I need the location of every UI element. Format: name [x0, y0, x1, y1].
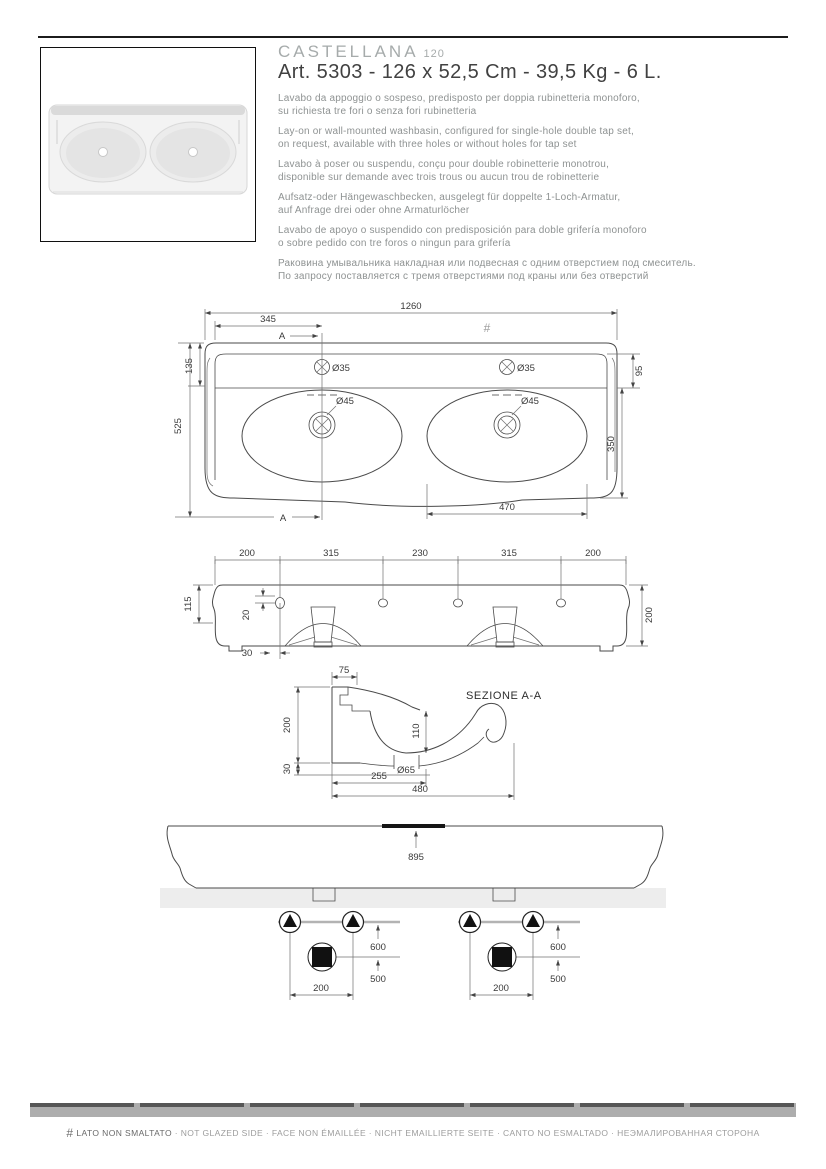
dim-base-height: 30	[282, 763, 293, 775]
plan-view-drawing	[170, 296, 650, 541]
dim-section-top: 75	[338, 665, 350, 676]
description-de: Aufsatz-oder Hängewaschbecken, ausgelegt für doppelte 1-Loch-Armatur, auf Anfrage drei oder ohne Armaturlöcher	[278, 192, 621, 216]
mounting-diagram	[255, 903, 605, 1013]
section-letter-top: A	[278, 331, 286, 342]
dim-rear-1: 200	[239, 548, 255, 559]
dim-lower-height-left: 500	[370, 974, 386, 985]
description-ru: Раковина умывальника накладная или подвесная с одним отверстием под смеситель. По запросу поставляется с тремя отверстиями под краны или без отверстий	[278, 258, 696, 282]
footer-bar-segments	[30, 1103, 796, 1107]
dim-spacing-right: 200	[493, 983, 509, 994]
header-divider	[38, 36, 788, 38]
dim-drain-left: Ø45	[336, 396, 354, 407]
footer-bar	[30, 1103, 796, 1117]
series-name	[278, 42, 445, 62]
rear-view-drawing	[185, 545, 655, 665]
footer-note-primary: LATO NON SMALTATO	[76, 1128, 172, 1138]
dim-upper-height-right: 600	[550, 942, 566, 953]
dim-body-height: 200	[644, 607, 655, 623]
dim-tap-hole-right: Ø35	[517, 363, 535, 374]
description-en: Lay-on or wall-mounted washbasin, configured for single-hole double tap set, on request, available with three holes or without holes for tap set	[278, 126, 634, 150]
footer-hash-symbol: #	[66, 1126, 74, 1140]
drain-boss-left	[285, 607, 361, 647]
section-view-drawing	[280, 663, 610, 811]
dim-ticks	[215, 556, 626, 599]
dim-drain-right: Ø45	[521, 396, 539, 407]
dim-section-depth: 480	[412, 784, 428, 795]
dim-rear-3: 230	[412, 548, 428, 559]
footer-note	[0, 1126, 826, 1140]
drain-right	[494, 406, 521, 438]
dim-tap-hole-left: Ø35	[332, 363, 350, 374]
dim-edge-inset: 30	[241, 648, 253, 659]
dim-drain-offset: 255	[371, 771, 387, 782]
dim-tap-offset: 345	[260, 314, 276, 325]
dim-hole-inset: 20	[241, 609, 252, 621]
dim-section-drain: Ø65	[397, 765, 415, 776]
series-label: CASTELLANA	[278, 42, 419, 61]
dim-total-depth: 525	[173, 418, 184, 434]
footer-note-translations: · NOT GLAZED SIDE · FACE NON ÉMAILLÉE · NICHT EMAILLIERTE SEITE · CANTO NO ESMALTADO · НЕЭМАЛИРОВАННАЯ СТОРОНА	[174, 1128, 760, 1138]
dim-lower-height-right: 500	[550, 974, 566, 985]
mounting-group-left	[278, 912, 400, 1001]
mounting-group-right	[458, 912, 580, 1001]
dim-bowl-front: 350	[606, 436, 617, 452]
drain-left	[309, 406, 336, 438]
product-photo	[41, 48, 255, 241]
dim-upper-height-left: 600	[370, 942, 386, 953]
unglazed-edge-mark	[382, 824, 445, 828]
photo-left-bowl	[60, 122, 146, 182]
tap-hole-right	[500, 360, 515, 375]
dim-spacing-left: 200	[313, 983, 329, 994]
drain-boss-right	[467, 607, 543, 647]
dim-rear-2: 315	[323, 548, 339, 559]
description-fr: Lavabo à poser ou suspendu, conçu pour double robinetterie monotrou, disponible sur demande avec trois trous ou aucun trou de robinetterie	[278, 159, 610, 183]
unglazed-symbol: #	[483, 321, 491, 335]
dim-rim-height: 115	[183, 596, 194, 612]
description-it: Lavabo da appoggio o sospeso, predisposto per doppia rubinetteria monoforo, su richiesta tre fori o senza fori rubinetteria	[278, 93, 640, 117]
product-photo-frame	[40, 47, 256, 242]
dim-bowl-depth: 110	[411, 723, 422, 739]
dim-right-rim: 95	[634, 365, 645, 377]
dim-section-height: 200	[282, 717, 293, 733]
descriptions	[278, 93, 778, 291]
series-size: 120	[423, 48, 445, 60]
photo-right-bowl	[150, 122, 236, 182]
front-view-drawing	[158, 818, 670, 910]
dim-back-rim: 135	[184, 358, 195, 374]
description-es: Lavabo de apoyo o suspendido con predisposición para doble grifería monoforo o sobre pedido con tre foros o ningun para grifería	[278, 225, 647, 249]
dim-rear-4: 315	[501, 548, 517, 559]
section-title: SEZIONE A-A	[466, 690, 542, 702]
dim-unglazed-length: 895	[408, 852, 424, 863]
dim-rear-5: 200	[585, 548, 601, 559]
dim-overall-width: 1260	[400, 301, 422, 312]
article-line: Art. 5303 - 126 x 52,5 Cm - 39,5 Kg - 6 L.	[278, 61, 662, 83]
section-letter-bottom: A	[279, 513, 287, 524]
dim-bowl-width: 470	[499, 502, 515, 513]
